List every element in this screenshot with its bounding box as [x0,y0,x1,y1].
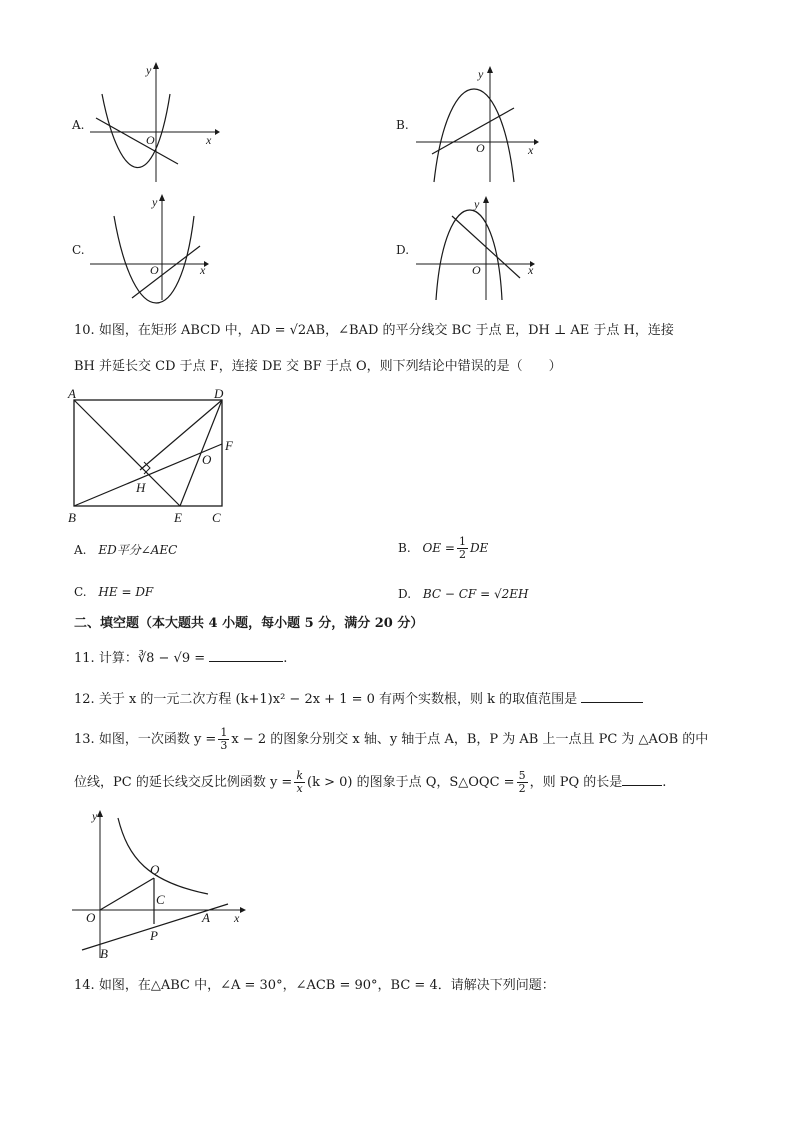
q13-figure [68,808,258,968]
q10-option-c [74,583,153,601]
option-b-graph [416,66,546,184]
q13-fraction-five-halves [517,770,528,795]
label-f: F [225,438,233,453]
q10-option-b-text-pre: OE = [422,541,455,555]
fraction-denominator: 2 [518,782,526,795]
q10-option-d-letter: D. [398,587,412,601]
q13-l1-pre: 如图，一次函数 y = [98,732,217,747]
q14-text: 如图，在△ABC 中，∠A = 30°，∠ACB = 90°，BC = 4．请解决下列问题： [98,978,555,993]
q10-option-c-text: HE = DF [98,585,154,599]
axis-y-label: y [152,195,158,209]
q10-text-line1: 如图，在矩形 ABCD 中，AD = √2AB，∠BAD 的平分线交 BC 于点 E，DH ⊥ AE 于点 H，连接 [98,323,674,338]
origin-label: O [472,263,481,277]
q10-text-line2: BH 并延长交 CD 于点 F，连接 DE 交 BF 于点 O，则下列结论中错误的是（ ） [74,359,562,374]
q11-number: 11. [74,651,95,666]
q10-option-a-text: ED平分∠AEC [98,543,178,557]
q11 [74,650,287,668]
fraction-numerator: 1 [220,726,228,739]
option-d-letter: D. [396,243,410,257]
fraction-numerator: 5 [518,769,526,782]
option-a-graph [90,62,220,187]
q10-rectangle-figure [66,388,246,528]
q13-l2-post: ，则 PQ 的长是 [529,775,623,790]
axis-y-label: y [92,809,98,823]
q13-l2-mid: (k > 0) 的图象于点 Q，S△OQC = [307,775,515,790]
label-c: C [212,510,221,525]
q10-option-b-text-post: DE [469,541,489,555]
label-q: Q [150,862,160,877]
q11-text: 计算：∛8 − √9 = [98,651,206,666]
q10-option-b [398,536,488,561]
q10-option-a [74,541,177,559]
q14-number: 14. [74,978,95,993]
label-d: D [214,386,224,401]
option-a-letter: A. [72,118,85,132]
option-d-graph [416,196,546,302]
q13-answer-blank[interactable] [622,785,662,786]
q13-fraction-one-third [218,727,229,752]
q12-number: 12. [74,692,95,707]
fraction-denominator: x [296,782,303,795]
q13-line2 [74,770,666,795]
q12-answer-blank[interactable] [581,702,643,703]
fraction-denominator: 2 [458,548,466,561]
label-a: A [68,386,76,401]
label-c: C [156,892,165,907]
q13-line1 [74,727,708,752]
axis-x-label: x [206,133,212,147]
label-b: B [68,510,76,525]
option-b-letter: B. [396,118,409,132]
label-o: O [86,910,96,925]
axis-x-label: x [234,911,240,925]
q10-option-a-letter: A. [74,543,87,557]
axis-x-label: x [528,263,534,277]
option-c-graph [90,194,220,306]
q10-number: 10. [74,323,95,338]
fraction-numerator: k [296,769,303,782]
q11-answer-blank[interactable] [209,661,283,662]
q10-option-c-letter: C. [74,585,87,599]
q10-option-b-fraction [457,536,468,561]
label-b: B [100,946,108,961]
label-h: H [136,480,146,495]
q14 [74,977,555,995]
origin-label: O [476,141,485,155]
axis-x-label: x [528,143,534,157]
option-c-letter: C. [72,243,85,257]
q11-end: . [283,651,288,666]
q10-option-d-text: BC − CF = √2EH [422,587,529,601]
axis-y-label: y [146,63,152,77]
label-o: O [202,452,212,467]
axis-y-label: y [478,67,484,81]
q12-text: 关于 x 的一元二次方程 (k+1)x² − 2x + 1 = 0 有两个实数根，则 k 的取值范围是 [98,692,578,707]
q10-line2 [74,358,562,376]
q10-option-d [398,585,528,603]
axis-x-label: x [200,263,206,277]
origin-label: O [150,263,159,277]
q10-line1 [74,322,674,340]
label-e: E [174,510,182,525]
q13-end: . [662,775,667,790]
label-p: P [150,928,158,943]
q13-l1-post: x − 2 的图象分别交 x 轴、y 轴于点 A，B，P 为 AB 上一点且 PC 为 △AOB 的中 [231,732,709,747]
fraction-numerator: 1 [458,535,466,548]
fraction-denominator: 3 [220,739,228,752]
section-2-title: 二、填空题（本大题共 4 小题，每小题 5 分，满分 20 分） [74,616,424,631]
q12 [74,691,643,709]
axis-y-label: y [474,197,480,211]
q10-option-b-letter: B. [398,541,411,555]
label-a: A [202,910,210,925]
q13-fraction-k-over-x [294,770,305,795]
origin-label: O [146,133,155,147]
q13-number: 13. [74,732,95,747]
q13-l2-pre: 位线，PC 的延长线交反比例函数 y = [74,775,293,790]
